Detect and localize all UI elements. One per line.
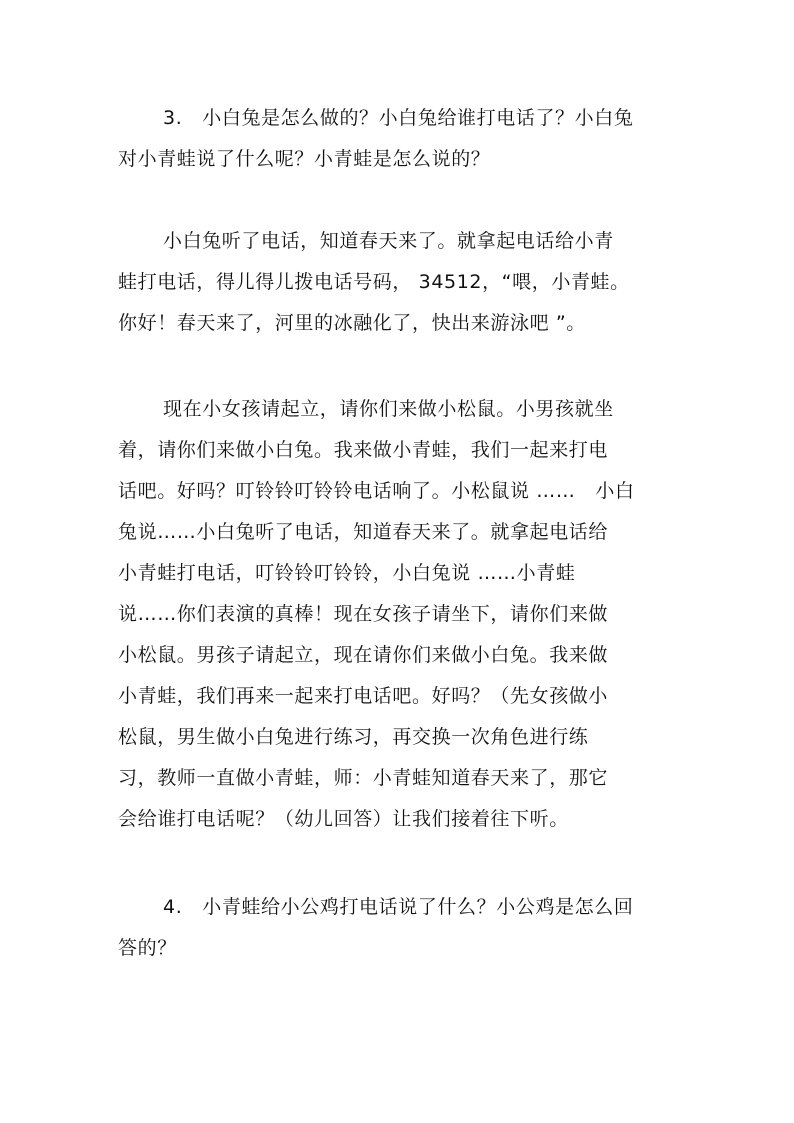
text-line: 对小青蛙说了什么呢？小青蛙是怎么说的？ (118, 148, 491, 170)
text-line: 小青蛙打电话，叮铃铃叮铃铃，小白兔说 ……小青蛙 (118, 562, 576, 584)
text-line: 3. 小白兔是怎么做的？小白兔给谁打电话了？小白兔 (163, 107, 634, 129)
paragraph-question-4 (118, 887, 688, 969)
text-line: 小白兔听了电话，知道春天来了。就拿起电话给小青 (163, 230, 614, 252)
text-line: 会给谁打电话呢？（幼儿回答）让我们接着往下听。 (118, 808, 569, 830)
paragraph-rabbit-call (118, 221, 688, 344)
text-line: 蛙打电话，得儿得儿拨电话号码， 34512，“喂，小青蛙。 (118, 271, 630, 293)
text-line: 答的？ (118, 937, 177, 959)
text-line: 习，教师一直做小青蛙，师：小青蛙知道春天来了，那它 (118, 767, 609, 789)
paragraph-role-play (118, 389, 688, 840)
text-line: 着，请你们来做小白兔。我来做小青蛙，我们一起来打电 (118, 439, 609, 461)
text-line: 话吧。好吗？叮铃铃叮铃铃电话响了。小松鼠说 …… 小白 (118, 480, 635, 502)
text-line: 兔说……小白兔听了电话，知道春天来了。就拿起电话给 (118, 521, 609, 543)
paragraph-question-3 (118, 98, 688, 180)
text-line: 4. 小青蛙给小公鸡打电话说了什么？小公鸡是怎么回 (163, 896, 634, 918)
text-line: 说……你们表演的真棒！现在女孩子请坐下，请你们来做 (118, 603, 609, 625)
text-line: 小青蛙，我们再来一起来打电话吧。好吗？（先女孩做小 (118, 685, 609, 707)
text-line: 你好！春天来了，河里的冰融化了，快出来游泳吧 ”。 (118, 312, 586, 334)
text-line: 松鼠，男生做小白兔进行练习，再交换一次角色进行练 (118, 726, 589, 748)
text-line: 现在小女孩请起立，请你们来做小松鼠。小男孩就坐 (163, 398, 614, 420)
text-line: 小松鼠。男孩子请起立，现在请你们来做小白兔。我来做 (118, 644, 609, 666)
